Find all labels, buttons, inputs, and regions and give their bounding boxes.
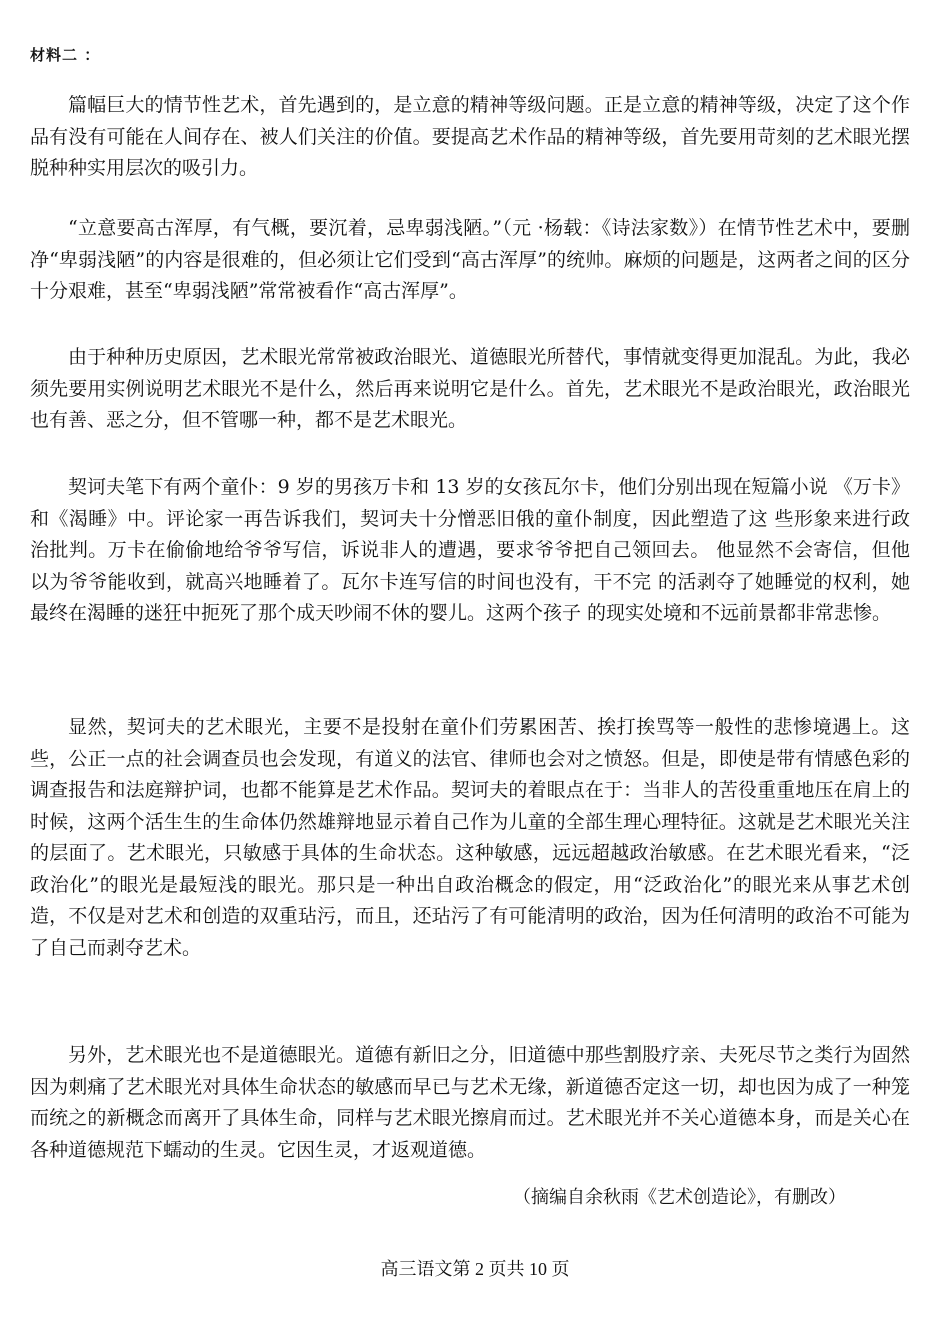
paragraph-1: 篇幅巨大的情节性艺术，首先遇到的，是立意的精神等级问题。正是立意的精神等级，决定了这个作品有没有可能在人间存在、被人们关注的价值。要提高艺术作品的精神等级，首先要用苛刻的艺术眼光摆脱种种实用层次的吸引力。 [30,94,910,179]
material-heading: 材料二 ： [30,46,101,64]
page-footer: 高三语文第 2 页共 10 页 [380,1259,570,1279]
source-citation: （摘编自余秋雨《艺术创造论》，有删改） [513,1187,846,1208]
paragraph-6: 另外，艺术眼光也不是道德眼光。道德有新旧之分，旧道德中那些割股疗亲、夫死尽节之类行为固然因为刺痛了艺术眼光对具体生命状态的敏感而早已与艺术无缘，新道德否定这一切，却也因为成了一种笼而统之的新概念而离开了具体生命，同样与艺术眼光擦肩而过。艺术眼光并不关心道德本身，而是关心在各种道德规范下蠕动的生灵。它因生灵，才返观道德。 [30,1044,910,1161]
paragraph-3: 由于种种历史原因，艺术眼光常常被政治眼光、道德眼光所替代，事情就变得更加混乱。为此，我必须先要用实例说明艺术眼光不是什么，然后再来说明它是什么。首先，艺术眼光不是政治眼光，政治眼光也有善、恶之分，但不管哪一种，都不是艺术眼光。 [30,346,910,431]
paragraph-4: 契诃夫笔下有两个童仆：9 岁的男孩万卡和 13 岁的女孩瓦尔卡，他们分别出现在短篇小说 《万卡》和《渴睡》中。评论家一再告诉我们，契诃夫十分憎恶旧俄的童仆制度，因此塑造了这 些形象来进行政治批判。万卡在偷偷地给爷爷写信，诉说非人的遭遇，要求爷爷把自己领回去。 他显然不会寄信，但他以为爷爷能收到，就高兴地睡着了。瓦尔卡连写信的时间也没有，干不完 的活剥夺了她睡觉的权利，她最终在渴睡的迷狂中扼死了那个成天吵闹不休的婴儿。这两个孩子 的现实处境和不远前景都非常悲惨。 [30,476,910,624]
paragraph-2: “立意要高古浑厚，有气概，要沉着，忌卑弱浅陋。”（元 ·杨载：《诗法家数》）在情节性艺术中，要删净“卑弱浅陋”的内容是很难的，但必须让它们受到“高古浑厚”的统帅。麻烦的问题是，这两者之间的区分十分艰难，甚至“卑弱浅陋”常常被看作“高古浑厚”。 [30,217,910,302]
paragraph-5: 显然，契诃夫的艺术眼光，主要不是投射在童仆们劳累困苦、挨打挨骂等一般性的悲惨境遇上。这些，公正一点的社会调查员也会发现，有道义的法官、律师也会对之愤怒。但是，即使是带有情感色彩的调查报告和法庭辩护词，也都不能算是艺术作品。契诃夫的着眼点在于：当非人的苦役重重地压在肩上的时候，这两个活生生的生命体仍然雄辩地显示着自己作为儿童的全部生理心理特征。这就是艺术眼光关注的层面了。艺术眼光，只敏感于具体的生命状态。这种敏感，远远超越政治敏感。在艺术眼光看来，“泛政治化”的眼光是最短浅的眼光。那只是一种出自政治概念的假定，用“泛政治化”的眼光来从事艺术创造，不仅是对艺术和创造的双重玷污，而且，还玷污了有可能清明的政治，因为任何清明的政治不可能为了自己而剥夺艺术。 [30,716,910,959]
